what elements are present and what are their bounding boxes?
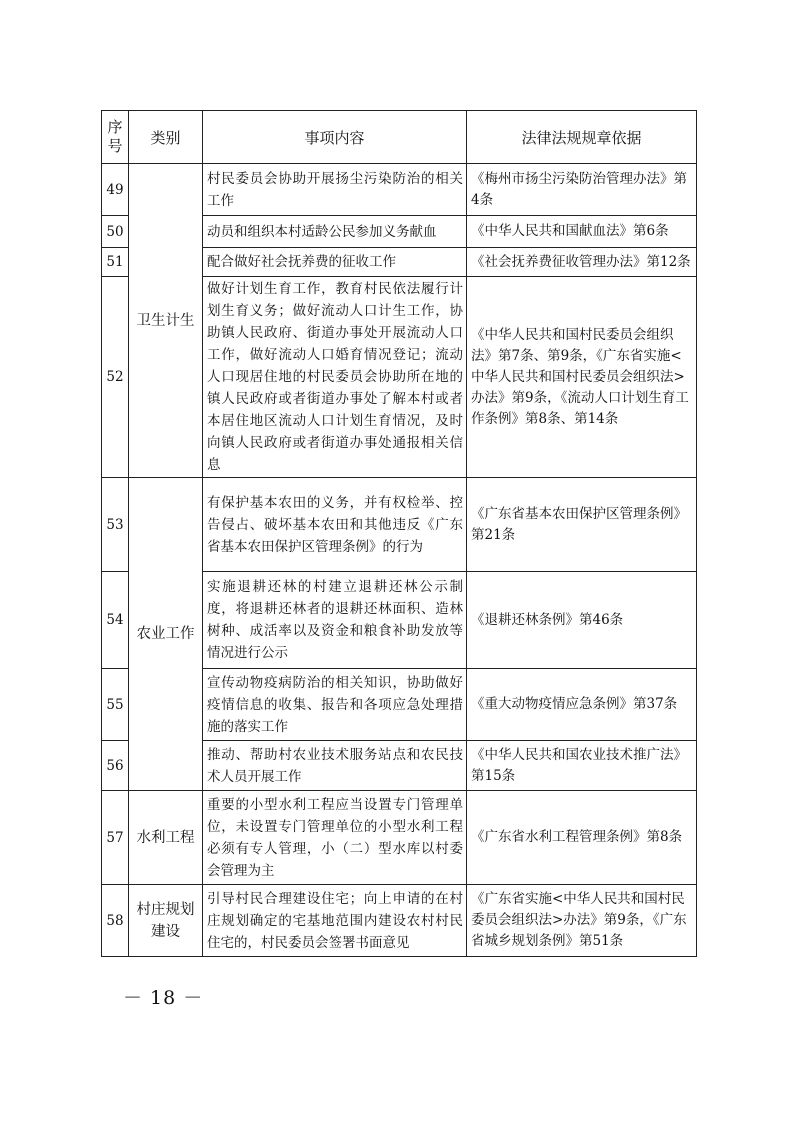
row-basis: 《退耕还林条例》第46条 bbox=[467, 572, 697, 669]
row-number: 58 bbox=[102, 885, 129, 957]
row-number: 54 bbox=[102, 572, 129, 669]
row-basis: 《中华人民共和国农业技术推广法》第15条 bbox=[467, 741, 697, 791]
row-number: 57 bbox=[102, 791, 129, 885]
row-content: 做好计划生育工作，教育村民依法履行计划生育义务；做好流动人口计生工作，协助镇人民政府、街道办事处开展流动人口工作，做好流动人口婚育情况登记；流动人口现居住地的村民委员会协助所在地的镇人民政府或者街道办事处了解本村或者本居住地区流动人口计划生育情况，及时向镇人民政府或者街道办事处通报相关信息 bbox=[203, 277, 467, 478]
row-basis: 《中华人民共和国村民委员会组织法》第7条、第9条，《广东省实施<中华人民共和国村民委员会组织法>办法》第9条，《流动人口计划生育工作条例》第8条、第14条 bbox=[467, 277, 697, 478]
row-basis: 《广东省实施<中华人民共和国村民委员会组织法>办法》第9条，《广东省城乡规划条例》第51条 bbox=[467, 885, 697, 957]
row-number: 55 bbox=[102, 669, 129, 741]
header-number: 序 号 bbox=[102, 111, 129, 164]
row-basis: 《广东省基本农田保护区管理条例》第21条 bbox=[467, 478, 697, 572]
row-number: 56 bbox=[102, 741, 129, 791]
category-health: 卫生计生 bbox=[129, 164, 203, 478]
category-water: 水利工程 bbox=[129, 791, 203, 885]
row-basis: 《广东省水利工程管理条例》第8条 bbox=[467, 791, 697, 885]
page-number: － 18 － bbox=[123, 987, 204, 1009]
table-row bbox=[102, 791, 697, 885]
row-number: 50 bbox=[102, 216, 129, 248]
header-content: 事项内容 bbox=[203, 111, 467, 164]
row-content: 配合做好社会抚养费的征收工作 bbox=[203, 248, 467, 277]
header-category: 类别 bbox=[129, 111, 203, 164]
row-basis: 《中华人民共和国献血法》第6条 bbox=[467, 216, 697, 248]
row-basis: 《重大动物疫情应急条例》第37条 bbox=[467, 669, 697, 741]
row-content: 重要的小型水利工程应当设置专门管理单位，未设置专门管理单位的小型水利工程必须有专人管理，小（二）型水库以村委会管理为主 bbox=[203, 791, 467, 885]
header-basis: 法律法规规章依据 bbox=[467, 111, 697, 164]
row-number: 51 bbox=[102, 248, 129, 277]
row-content: 推动、帮助村农业技术服务站点和农民技术人员开展工作 bbox=[203, 741, 467, 791]
row-content: 实施退耕还林的村建立退耕还林公示制度，将退耕还林者的退耕还林面积、造林树种、成活率以及资金和粮食补助发放等情况进行公示 bbox=[203, 572, 467, 669]
row-content: 有保护基本农田的义务，并有权检举、控告侵占、破坏基本农田和其他违反《广东省基本农田保护区管理条例》的行为 bbox=[203, 478, 467, 572]
category-agri: 农业工作 bbox=[129, 478, 203, 791]
row-number: 52 bbox=[102, 277, 129, 478]
row-content: 引导村民合理建设住宅；向上申请的在村庄规划确定的宅基地范围内建设农村村民住宅的，村民委员会签署书面意见 bbox=[203, 885, 467, 957]
row-content: 村民委员会协助开展扬尘污染防治的相关工作 bbox=[203, 164, 467, 216]
row-content: 宣传动物疫病防治的相关知识，协助做好疫情信息的收集、报告和各项应急处理措施的落实工作 bbox=[203, 669, 467, 741]
row-basis: 《梅州市扬尘污染防治管理办法》第4条 bbox=[467, 164, 697, 216]
row-number: 53 bbox=[102, 478, 129, 572]
table-row bbox=[102, 885, 697, 957]
table-header-row bbox=[102, 111, 697, 164]
row-basis: 《社会抚养费征收管理办法》第12条 bbox=[467, 248, 697, 277]
row-number: 49 bbox=[102, 164, 129, 216]
category-planning: 村庄规划 建设 bbox=[129, 885, 203, 957]
table-row bbox=[102, 164, 697, 216]
row-content: 动员和组织本村适龄公民参加义务献血 bbox=[203, 216, 467, 248]
table-row bbox=[102, 478, 697, 572]
regulation-table bbox=[101, 110, 697, 957]
